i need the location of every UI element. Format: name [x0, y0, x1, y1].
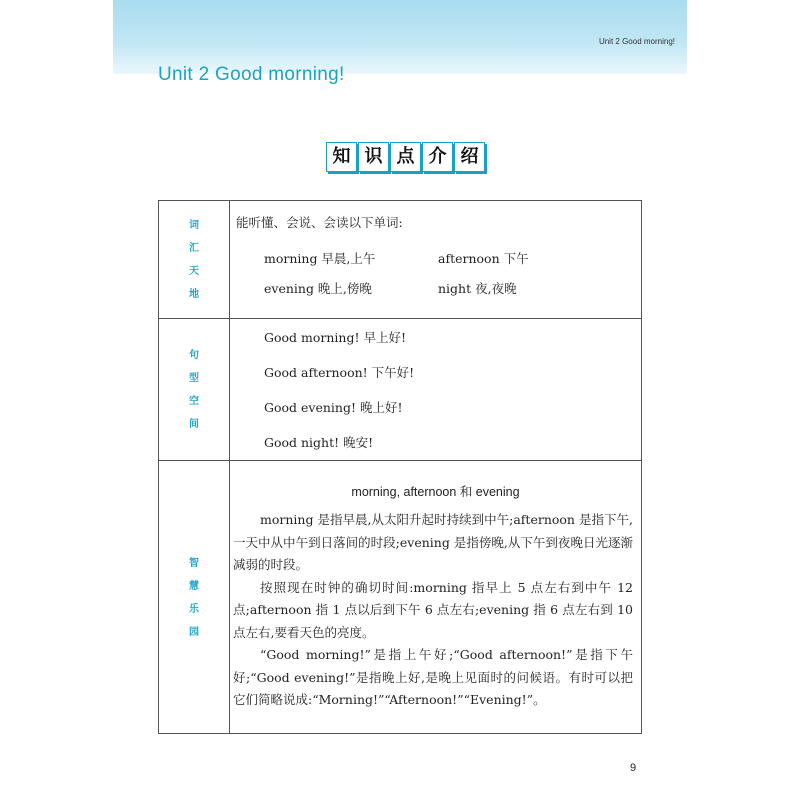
sentence-content	[230, 319, 642, 461]
word-item: morning 早晨,上午	[264, 250, 376, 266]
vocab-content	[230, 201, 642, 319]
page-number: 9	[630, 762, 637, 774]
section-banner	[326, 142, 486, 172]
label-char: 智	[189, 557, 199, 569]
sentence-item: Good evening! 晚上好!	[264, 399, 403, 415]
sentence-label-cell	[159, 319, 230, 461]
word-item: evening 晚上,傍晚	[264, 280, 372, 296]
sentence-item: Good afternoon! 下午好!	[264, 364, 415, 380]
wisdom-label	[189, 552, 199, 644]
word-item: night 夜,夜晚	[438, 280, 517, 296]
knowledge-table	[158, 200, 642, 734]
banner-char: 介	[422, 142, 453, 172]
banner-char: 点	[390, 142, 421, 172]
wisdom-heading: morning, afternoon 和 evening	[351, 485, 520, 500]
banner-char: 绍	[454, 142, 485, 172]
label-char: 乐	[189, 603, 199, 615]
banner-char: 知	[326, 142, 357, 172]
label-char: 地	[189, 289, 199, 300]
wisdom-paragraph: “Good morning!”是指上午好;“Good afternoon!”是指下午好;“Good evening!”是指晚上好,是晚上见面时的问候语。有时可以把它们简略说成:“Morning!”“Afternoon!”“Evening!”。	[233, 647, 633, 708]
sentence-label	[189, 344, 199, 436]
label-char: 型	[189, 373, 199, 384]
vocab-label	[189, 214, 199, 306]
sentence-item: Good morning! 早上好!	[264, 329, 406, 345]
label-char: 汇	[189, 243, 199, 254]
banner-char: 识	[358, 142, 389, 172]
label-char: 空	[189, 396, 199, 407]
label-char: 园	[189, 626, 199, 638]
unit-title: Unit 2 Good morning!	[158, 64, 345, 85]
vocab-label-cell	[159, 201, 230, 319]
label-char: 间	[189, 419, 199, 430]
wisdom-paragraph: 按照现在时钟的确切时间:morning 指早上 5 点左右到中午 12 点;afternoon 指 1 点以后到下午 6 点左右;evening 指 6 点左右到 10 点左右,要看天色的亮度。	[233, 579, 633, 640]
word-list	[264, 249, 641, 297]
label-char: 句	[189, 350, 199, 361]
vocab-row	[159, 201, 642, 319]
label-char: 天	[189, 266, 199, 277]
running-head: Unit 2 Good morning!	[598, 37, 675, 46]
wisdom-paragraph: morning 是指早晨,从太阳升起时持续到中午;afternoon 是指下午,一天中从中午到日落间的时段;evening 是指傍晚,从下午到夜晚日光逐渐减弱的时段。	[233, 512, 633, 573]
vocab-intro: 能听懂、会说、会读以下单词:	[236, 214, 403, 230]
label-char: 词	[189, 220, 199, 231]
wisdom-content	[230, 461, 642, 734]
wisdom-row	[159, 461, 642, 734]
sentence-item: Good night! 晚安!	[264, 434, 374, 450]
word-item: afternoon 下午	[438, 250, 529, 266]
label-char: 慧	[189, 580, 199, 592]
sentence-row	[159, 319, 642, 461]
wisdom-label-cell	[159, 461, 230, 734]
